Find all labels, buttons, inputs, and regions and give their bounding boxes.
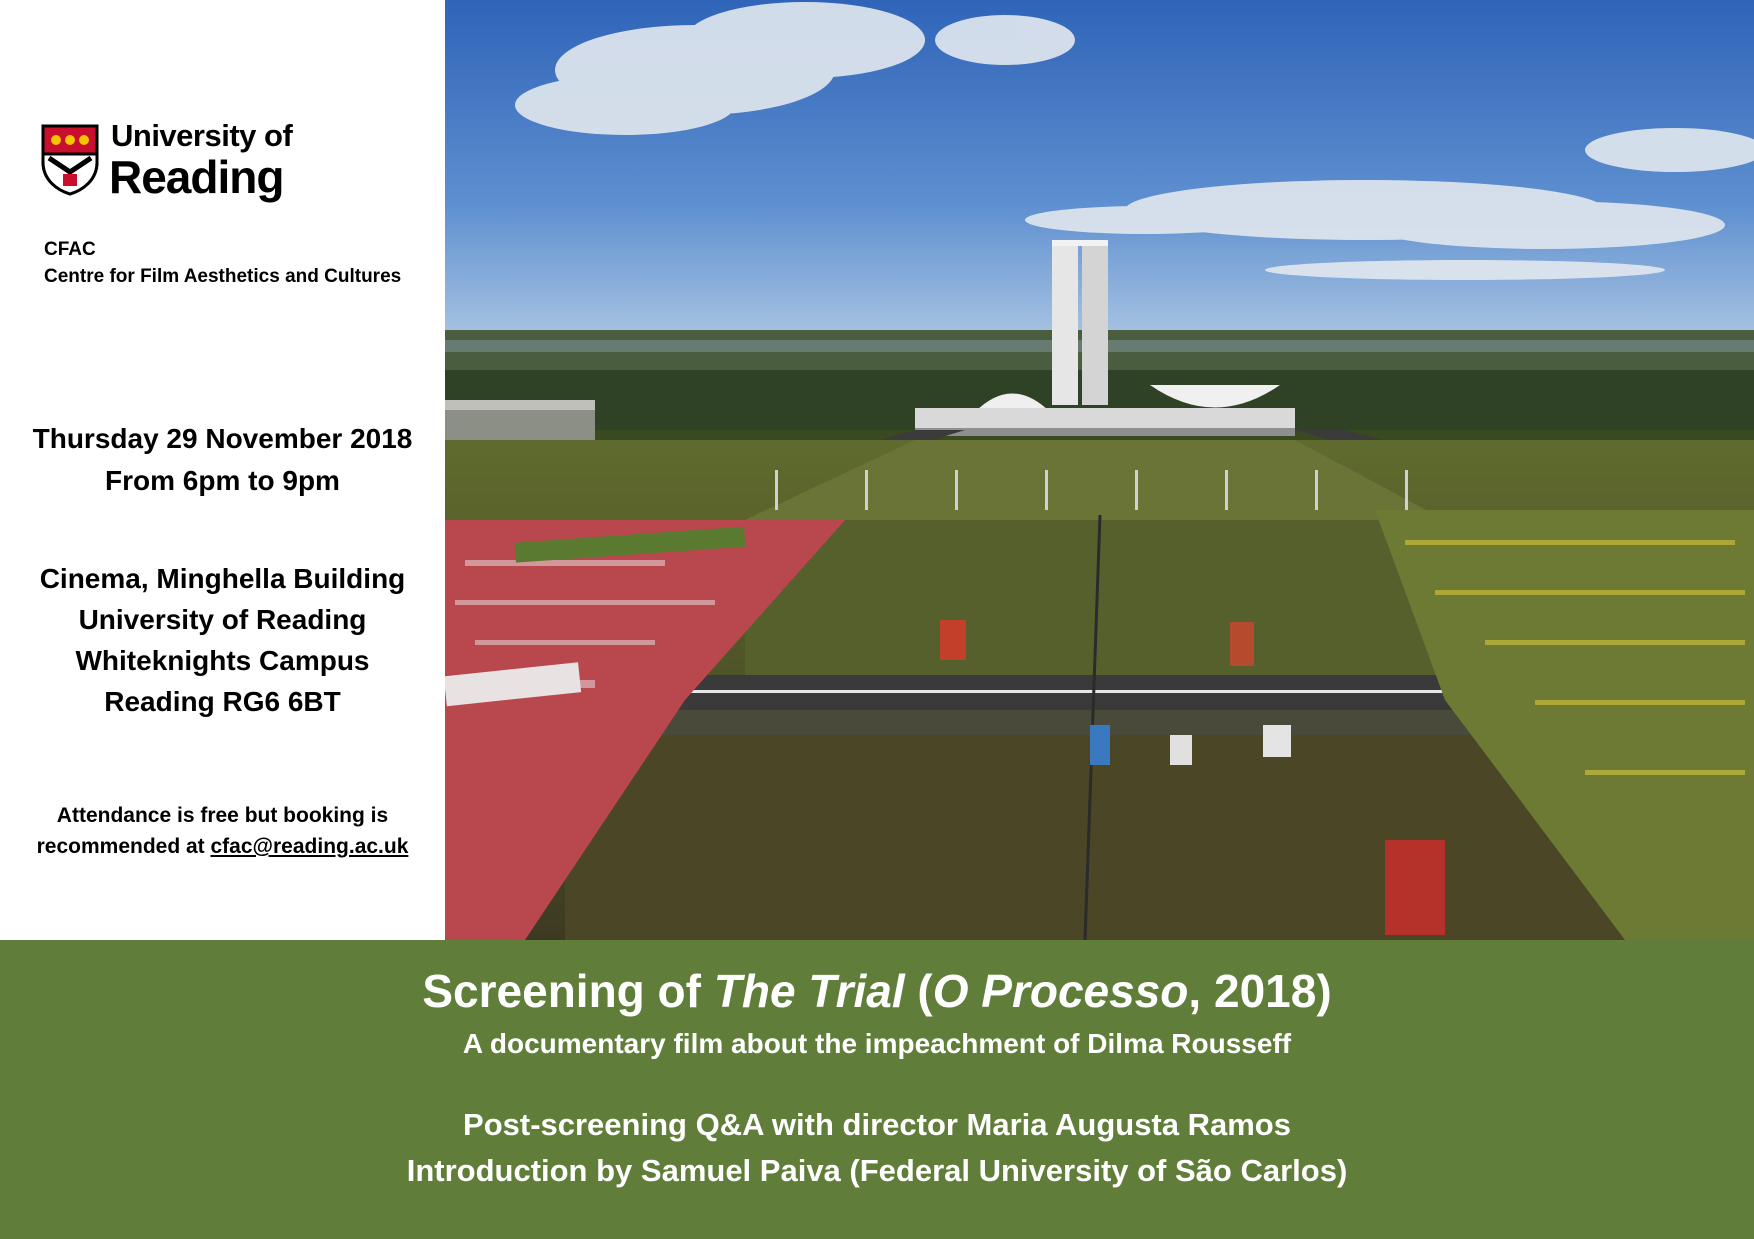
event-title-banner [0,940,1754,1239]
booking-email-link[interactable]: cfac@reading.ac.uk [210,835,409,858]
qa-info [0,1102,1754,1194]
booking-info [0,800,445,862]
booking-line-2-prefix: recommended at [36,835,211,858]
event-time: From 6pm to 9pm [105,465,340,496]
film-title: The Trial [713,965,905,1017]
headline-prefix: Screening of [422,965,714,1017]
film-subtitle: A documentary film about the impeachment of Dilma Rousseff [462,1028,1292,1059]
headline-open-paren: ( [904,965,933,1017]
qa-line-2: Introduction by Samuel Paiva (Federal University of São Carlos) [406,1153,1348,1188]
university-logo [41,118,311,208]
department-name: Centre for Film Aesthetics and Cultures [44,266,402,287]
booking-line-2 [0,831,445,862]
screening-headline [0,962,1754,1020]
logo-wordmark-line1: University of [111,118,293,153]
photo-illustration [445,0,1754,940]
event-datetime [0,418,445,502]
department-abbr: CFAC [44,239,96,260]
university-shield-icon [41,124,99,196]
info-sidebar [0,0,445,940]
congress-photo [445,0,1754,940]
venue-line-1: Cinema, Minghella Building [39,563,406,594]
department-block [44,236,401,290]
venue-address [0,558,445,722]
headline-year: , 2018) [1188,965,1332,1017]
qa-line-1: Post-screening Q&A with director Maria Augusta Ramos [463,1107,1291,1142]
logo-wordmark-line2: Reading [109,151,284,203]
venue-line-2: University of Reading [78,604,367,635]
venue-line-3: Whiteknights Campus [75,645,370,676]
film-original-title: O Processo [932,965,1189,1017]
venue-line-4: Reading RG6 6BT [104,686,341,717]
booking-line-1: Attendance is free but booking is [56,804,389,827]
event-date: Thursday 29 November 2018 [32,423,413,454]
